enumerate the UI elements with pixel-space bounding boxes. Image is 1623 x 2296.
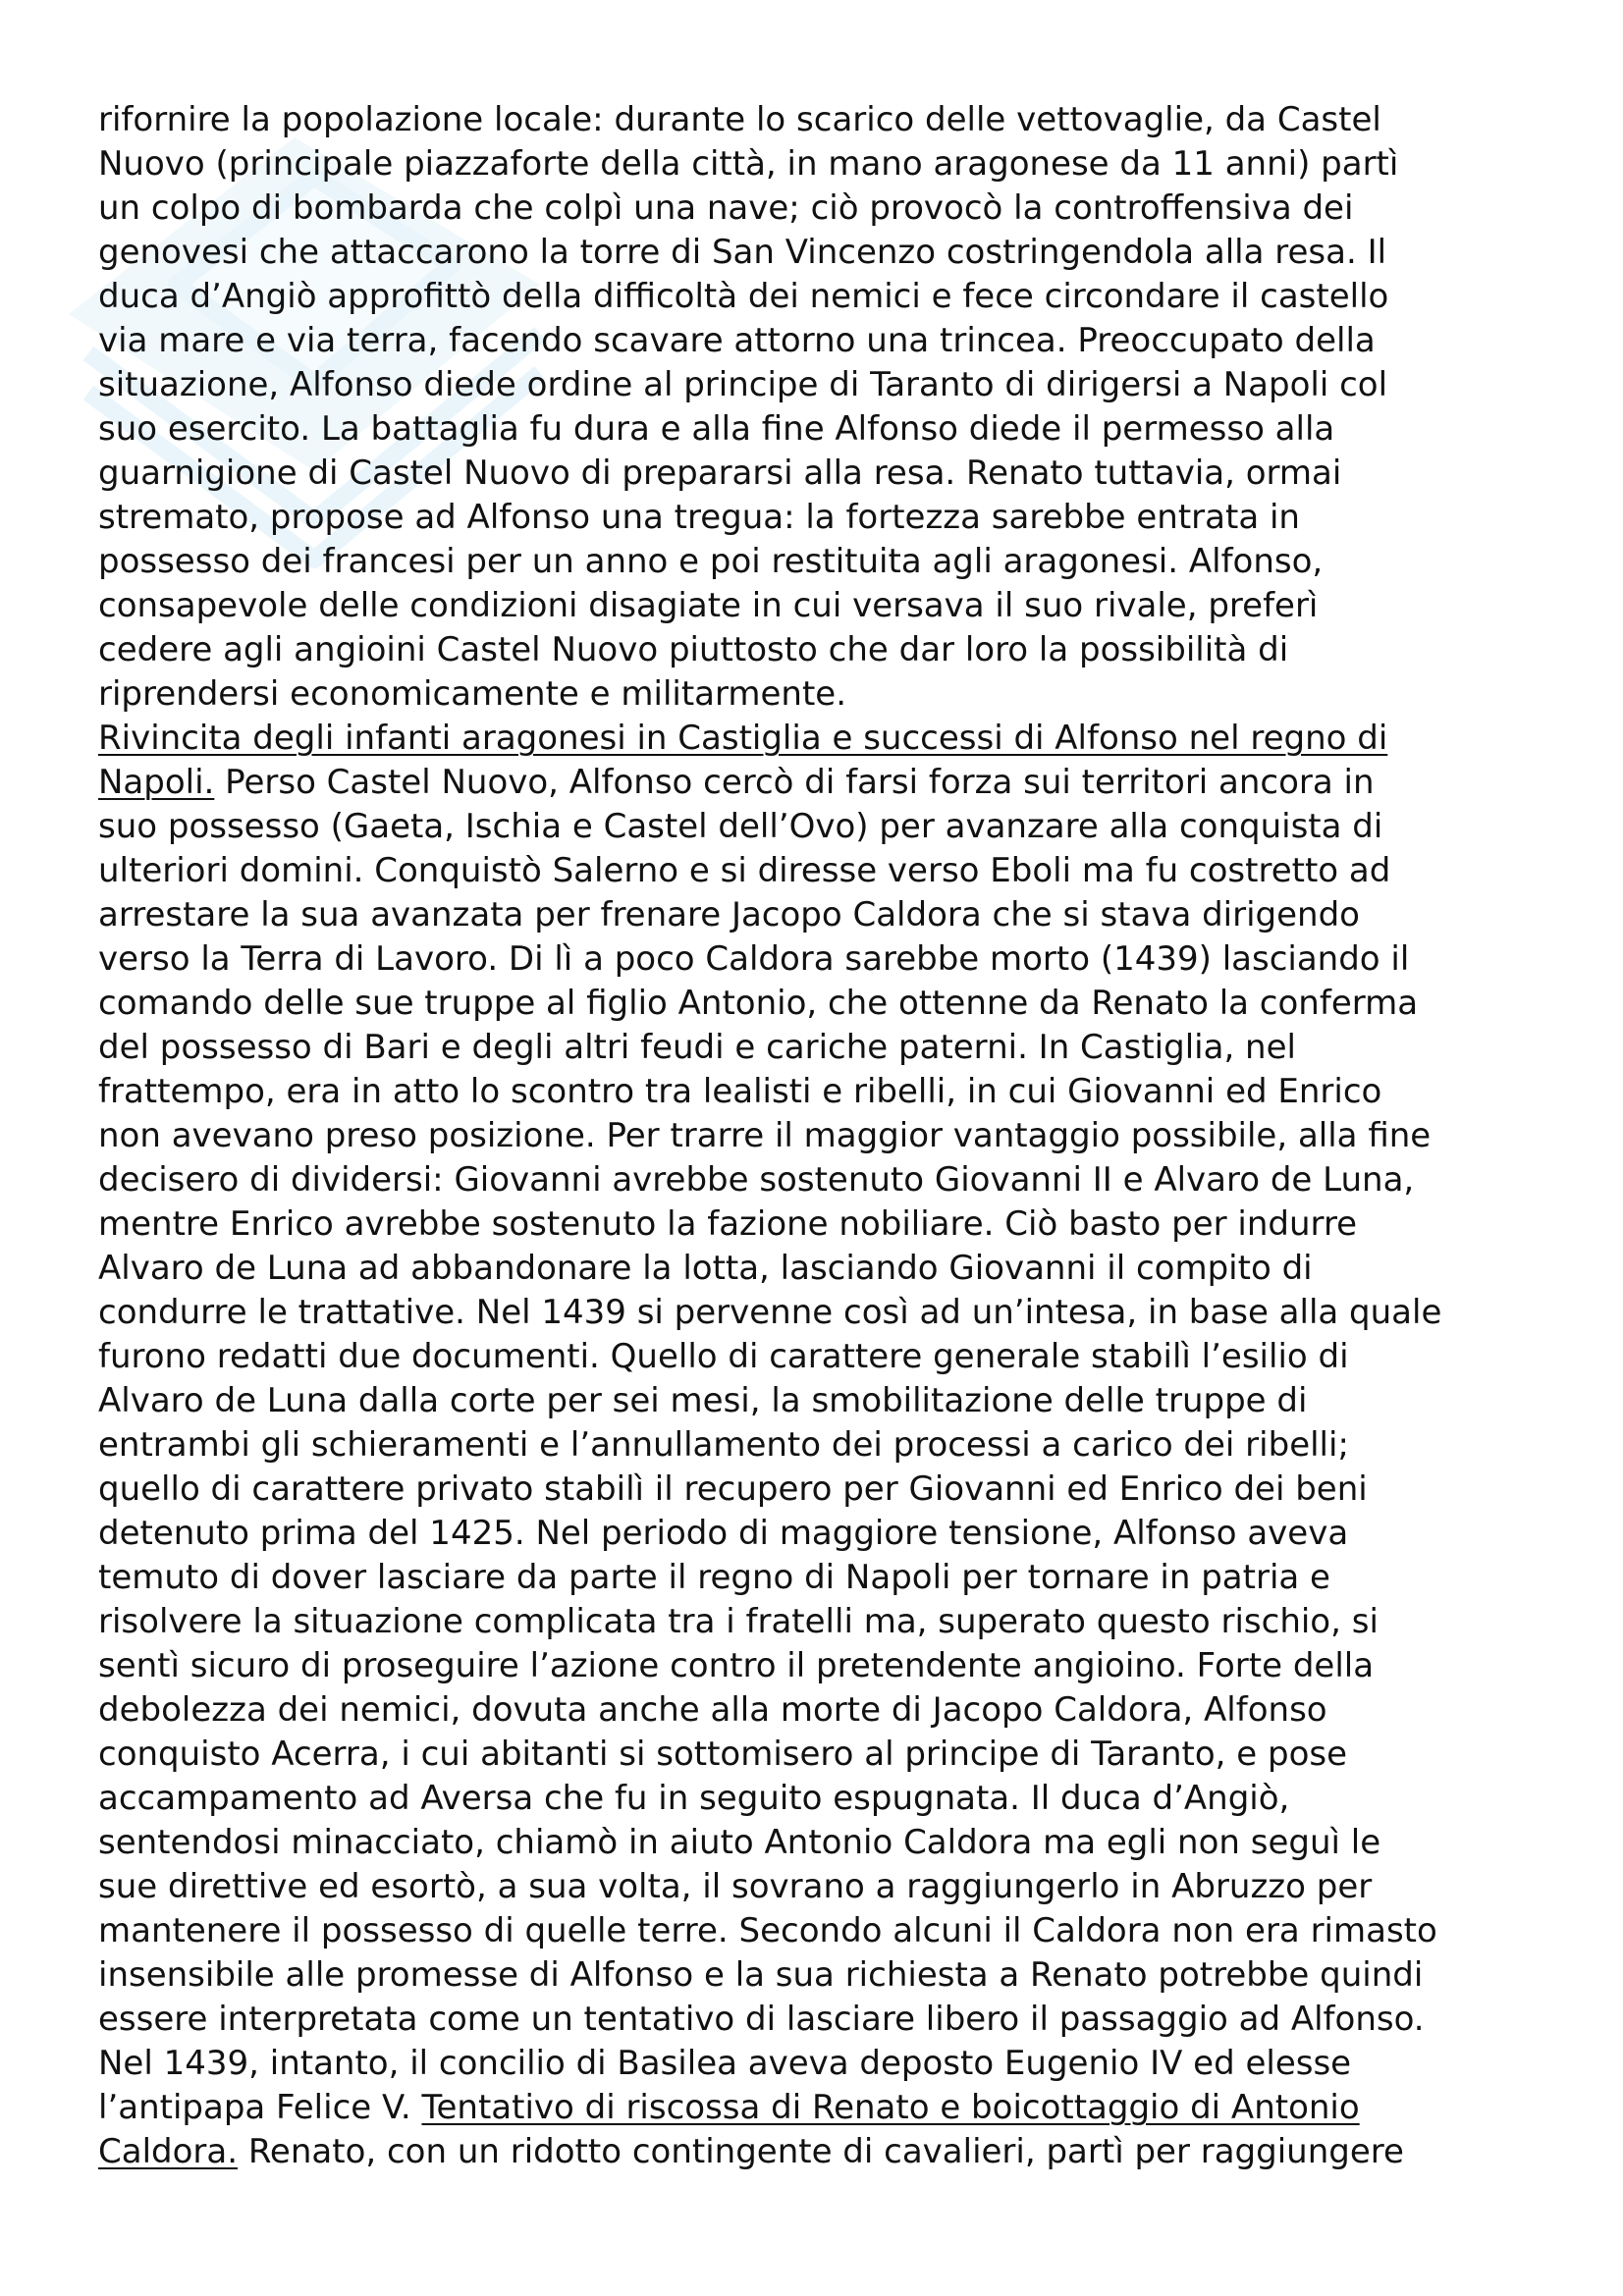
body-text: frattempo, era in atto lo scontro tra lealisti e ribelli, in cui Giovanni ed Enrico [98, 1072, 1382, 1111]
text-line [98, 982, 1551, 1026]
text-line [98, 231, 1551, 275]
text-line [98, 849, 1551, 893]
text-line [98, 761, 1551, 805]
section-heading: Caldora. [98, 2132, 239, 2171]
text-line [98, 805, 1551, 849]
body-text: consapevole delle condizioni disagiate in cui versava il suo rivale, preferì [98, 586, 1319, 625]
body-text: genovesi che attaccarono la torre di San Vincenzo costringendola alla resa. Il [98, 233, 1387, 272]
body-text: suo esercito. La battaglia fu dura e alla fine Alfonso diede il permesso alla [98, 409, 1335, 449]
text-line [98, 452, 1551, 496]
body-text: un colpo di bombarda che colpì una nave; ciò provocò la controffensiva dei [98, 188, 1354, 228]
body-text: sentendosi minacciato, chiamò in aiuto Antonio Caldora ma egli non seguì le [98, 1823, 1381, 1862]
body-text: riprendersi economicamente e militarmente. [98, 674, 847, 714]
text-line [98, 1512, 1551, 1556]
text-line [98, 1158, 1551, 1202]
body-text: stremato, propose ad Alfonso una tregua: la fortezza sarebbe entrata in [98, 498, 1300, 537]
body-text: condurre le trattative. Nel 1439 si pervenne così ad un’intesa, in base alla quale [98, 1293, 1442, 1332]
body-text: mentre Enrico avrebbe sostenuto la fazione nobiliare. Ciò basto per indurre [98, 1204, 1358, 1244]
text-line [98, 1600, 1551, 1644]
text-line [98, 1821, 1551, 1865]
body-text: Nuovo (principale piazzaforte della città, in mano aragonese da 11 anni) partì [98, 144, 1399, 184]
body-text: rifornire la popolazione locale: durante lo scarico delle vettovaglie, da Castel [98, 100, 1381, 139]
body-text: possesso dei francesi per un anno e poi restituita agli aragonesi. Alfonso, [98, 542, 1324, 581]
body-text: entrambi gli schieramenti e l’annullamento dei processi a carico dei ribelli; [98, 1425, 1349, 1465]
body-text: comando delle sue truppe al figlio Antonio, che ottenne da Renato la conferma [98, 984, 1419, 1023]
body-text: situazione, Alfonso diede ordine al principe di Taranto di dirigersi a Napoli col [98, 365, 1388, 404]
text-line [98, 2086, 1551, 2130]
text-line [98, 1777, 1551, 1821]
body-text: guarnigione di Castel Nuovo di prepararsi alla resa. Renato tuttavia, ormai [98, 454, 1342, 493]
body-text: decisero di dividersi: Giovanni avrebbe sostenuto Giovanni II e Alvaro de Luna, [98, 1160, 1415, 1200]
text-line [98, 1335, 1551, 1379]
text-line [98, 319, 1551, 363]
body-text: essere interpretata come un tentativo di lasciare libero il passaggio ad Alfonso. [98, 2000, 1425, 2039]
text-line [98, 540, 1551, 584]
text-line [98, 1247, 1551, 1291]
body-text: mantenere il possesso di quelle terre. Secondo alcuni il Caldora non era rimasto [98, 1911, 1437, 1950]
body-text: ulteriori domini. Conquistò Salerno e si diresse verso Eboli ma fu costretto ad [98, 851, 1391, 890]
body-text: conquisto Acerra, i cui abitanti si sottomisero al principe di Taranto, e pose [98, 1735, 1348, 1774]
body-text: Nel 1439, intanto, il concilio di Basilea aveva deposto Eugenio IV ed elesse [98, 2044, 1352, 2083]
text-line [98, 1953, 1551, 1998]
text-line [98, 1998, 1551, 2042]
text-line [98, 1291, 1551, 1335]
text-line [98, 187, 1551, 231]
text-line [98, 1070, 1551, 1114]
text-line [98, 1909, 1551, 1953]
text-line [98, 1026, 1551, 1070]
text-line [98, 1468, 1551, 1512]
body-text: del possesso di Bari e degli altri feudi e cariche paterni. In Castiglia, nel [98, 1028, 1296, 1067]
body-text: debolezza dei nemici, dovuta anche alla morte di Jacopo Caldora, Alfonso [98, 1690, 1327, 1730]
body-text: arrestare la sua avanzata per frenare Jacopo Caldora che si stava dirigendo [98, 895, 1360, 934]
body-text: accampamento ad Aversa che fu in seguito espugnata. Il duca d’Angiò, [98, 1779, 1290, 1818]
body-text: l’antipapa Felice V. [98, 2088, 422, 2127]
body-text: via mare e via terra, facendo scavare attorno una trincea. Preoccupato della [98, 321, 1376, 360]
body-text: insensibile alle promesse di Alfonso e la sua richiesta a Renato potrebbe quindi [98, 1955, 1424, 1995]
text-line [98, 98, 1551, 142]
body-text: sue direttive ed esortò, a sua volta, il sovrano a raggiungerlo in Abruzzo per [98, 1867, 1373, 1906]
text-line [98, 717, 1551, 761]
text-line [98, 275, 1551, 319]
body-text: temuto di dover lasciare da parte il regno di Napoli per tornare in patria e [98, 1558, 1330, 1597]
text-line [98, 496, 1551, 540]
text-line [98, 584, 1551, 628]
text-line [98, 1644, 1551, 1688]
text-line [98, 1114, 1551, 1158]
body-text: non avevano preso posizione. Per trarre il maggior vantaggio possibile, alla fine [98, 1116, 1432, 1155]
text-line [98, 1688, 1551, 1733]
body-text: Renato, con un ridotto contingente di cavalieri, partì per raggiungere [238, 2132, 1404, 2171]
text-line [98, 1865, 1551, 1909]
text-line [98, 628, 1551, 672]
text-line [98, 1556, 1551, 1600]
text-line [98, 1379, 1551, 1423]
body-text: cedere agli angioini Castel Nuovo piuttosto che dar loro la possibilità di [98, 630, 1289, 669]
body-text: Alvaro de Luna dalla corte per sei mesi, la smobilitazione delle truppe di [98, 1381, 1308, 1420]
section-heading: Rivincita degli infanti aragonesi in Castiglia e successi di Alfonso nel regno di [98, 719, 1388, 758]
document-body [98, 98, 1551, 2174]
body-text: furono redatti due documenti. Quello di carattere generale stabilì l’esilio di [98, 1337, 1349, 1376]
body-text: quello di carattere privato stabilì il recupero per Giovanni ed Enrico dei beni [98, 1469, 1368, 1509]
text-line [98, 1202, 1551, 1247]
body-text: Perso Castel Nuovo, Alfonso cercò di farsi forza sui territori ancora in [214, 763, 1375, 802]
section-heading: Napoli. [98, 763, 215, 802]
body-text: detenuto prima del 1425. Nel periodo di maggiore tensione, Alfonso aveva [98, 1514, 1349, 1553]
text-line [98, 142, 1551, 187]
text-line [98, 2042, 1551, 2086]
text-line [98, 937, 1551, 982]
body-text: suo possesso (Gaeta, Ischia e Castel dell’Ovo) per avanzare alla conquista di [98, 807, 1383, 846]
text-line [98, 672, 1551, 717]
body-text: Alvaro de Luna ad abbandonare la lotta, lasciando Giovanni il compito di [98, 1249, 1313, 1288]
text-line [98, 2130, 1551, 2174]
body-text: risolvere la situazione complicata tra i fratelli ma, superato questo rischio, si [98, 1602, 1379, 1641]
text-line [98, 407, 1551, 452]
text-line [98, 893, 1551, 937]
text-line [98, 363, 1551, 407]
body-text: duca d’Angiò approfittò della difficoltà dei nemici e fece circondare il castello [98, 277, 1389, 316]
text-line [98, 1423, 1551, 1468]
body-text: sentì sicuro di proseguire l’azione contro il pretendente angioino. Forte della [98, 1646, 1375, 1685]
section-heading: Tentativo di riscossa di Renato e boicottaggio di Antonio [421, 2088, 1360, 2127]
body-text: verso la Terra di Lavoro. Di lì a poco Caldora sarebbe morto (1439) lasciando il [98, 939, 1410, 979]
text-line [98, 1733, 1551, 1777]
